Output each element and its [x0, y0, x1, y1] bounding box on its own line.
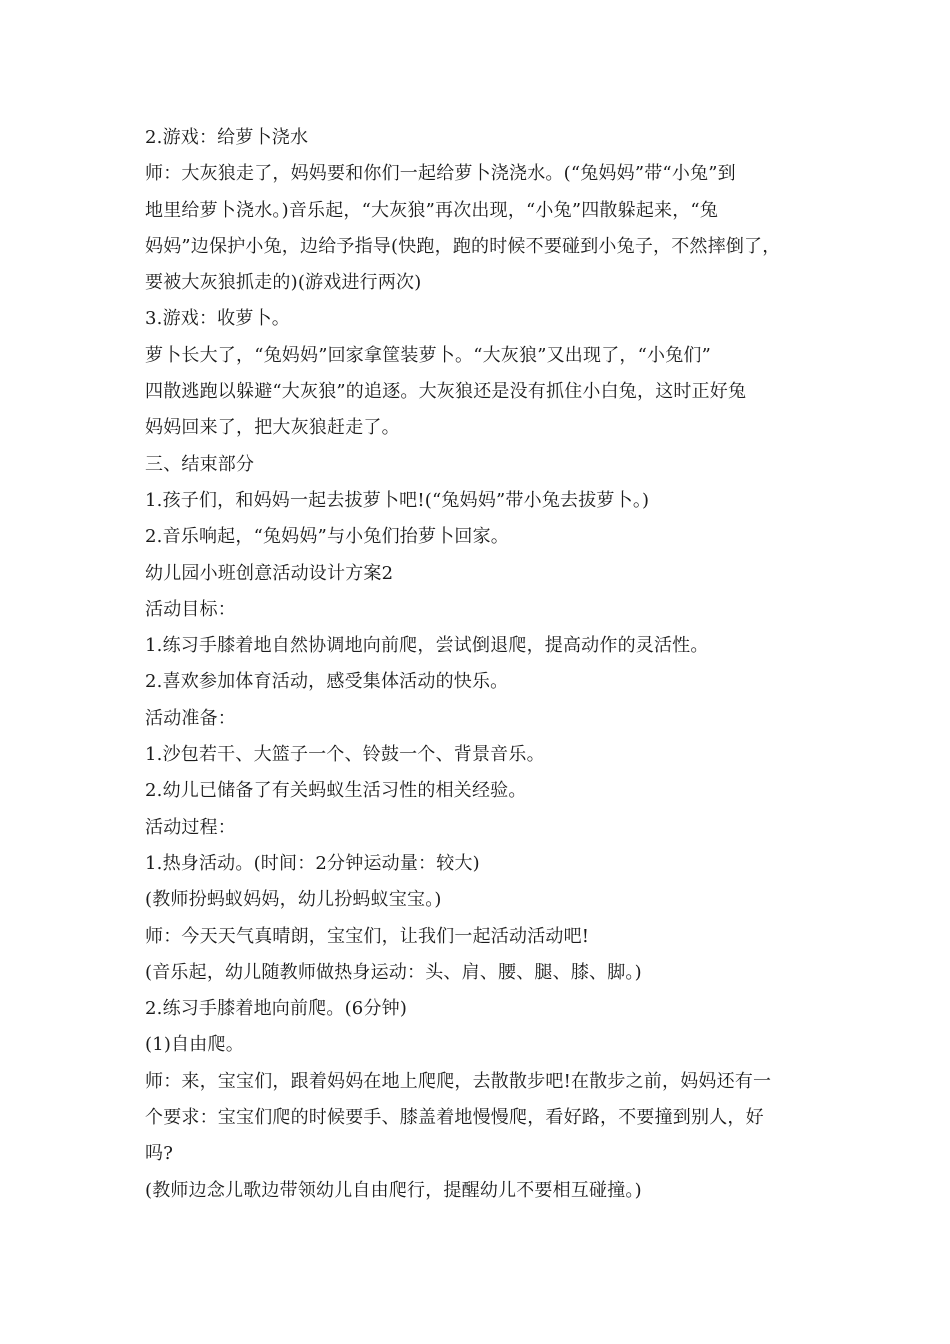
text-line: 1.孩子们，和妈妈一起去拔萝卜吧!(“兔妈妈”带小兔去拔萝卜。) [145, 489, 650, 511]
text-line: 地里给萝卜浇水。)音乐起，“大灰狼”再次出现，“小兔”四散躲起来，“兔 [145, 199, 719, 221]
text-line: 1.沙包若干、大篮子一个、铃鼓一个、背景音乐。 [145, 744, 545, 766]
text-line: 2.幼儿已储备了有关蚂蚁生活习性的相关经验。 [145, 780, 527, 802]
text-line: (1)自由爬。 [145, 1034, 244, 1056]
text-line: 萝卜长大了，“兔妈妈”回家拿筐装萝卜。“大灰狼”又出现了，“小兔们” [145, 344, 712, 366]
text-line: 个要求：宝宝们爬的时候要手、膝盖着地慢慢爬，看好路，不要撞到别人，好 [145, 1107, 764, 1129]
document-body [145, 120, 821, 1209]
text-line: 2.练习手膝着地向前爬。(6分钟) [145, 998, 408, 1020]
section-heading: 活动目标： [145, 598, 236, 620]
text-line: 2.游戏：给萝卜浇水 [145, 127, 309, 148]
text-line: 妈妈回来了，把大灰狼赶走了。 [145, 417, 400, 439]
section-heading: 活动准备： [145, 707, 236, 729]
text-line: (音乐起，幼儿随教师做热身运动：头、肩、腰、腿、膝、脚。) [145, 961, 642, 983]
text-line: 3.游戏：收萝卜。 [145, 308, 290, 330]
text-line: 2.音乐响起，“兔妈妈”与小兔们抬萝卜回家。 [145, 526, 509, 548]
text-line: 师：来，宝宝们，跟着妈妈在地上爬爬，去散散步吧!在散步之前，妈妈还有一 [145, 1070, 772, 1092]
text-line: 吗? [145, 1143, 174, 1165]
text-line: 师：大灰狼走了，妈妈要和你们一起给萝卜浇浇水。(“兔妈妈”带“小兔”到 [145, 163, 736, 185]
document-title: 幼儿园小班创意活动设计方案2 [145, 562, 394, 584]
section-heading: 活动过程： [145, 816, 236, 838]
text-line: 1.练习手膝着地自然协调地向前爬，尝试倒退爬，提高动作的灵活性。 [145, 635, 709, 657]
text-line: 师：今天天气真晴朗，宝宝们，让我们一起活动活动吧! [145, 925, 590, 947]
text-line: 1.热身活动。(时间：2分钟运动量：较大) [145, 852, 480, 874]
text-line: 妈妈”边保护小兔，边给予指导(快跑，跑的时候不要碰到小兔子，不然摔倒了， [145, 235, 781, 257]
text-line: 要被大灰狼抓走的)(游戏进行两次) [145, 272, 422, 294]
text-line: (教师扮蚂蚁妈妈，幼儿扮蚂蚁宝宝。) [145, 889, 442, 911]
section-heading: 三、结束部分 [145, 453, 255, 475]
text-line: 2.喜欢参加体育活动，感受集体活动的快乐。 [145, 671, 509, 693]
text-line: (教师边念儿歌边带领幼儿自由爬行，提醒幼儿不要相互碰撞。) [145, 1179, 642, 1201]
text-line: 四散逃跑以躲避“大灰狼”的追逐。大灰狼还是没有抓住小白兔，这时正好兔 [145, 381, 747, 403]
